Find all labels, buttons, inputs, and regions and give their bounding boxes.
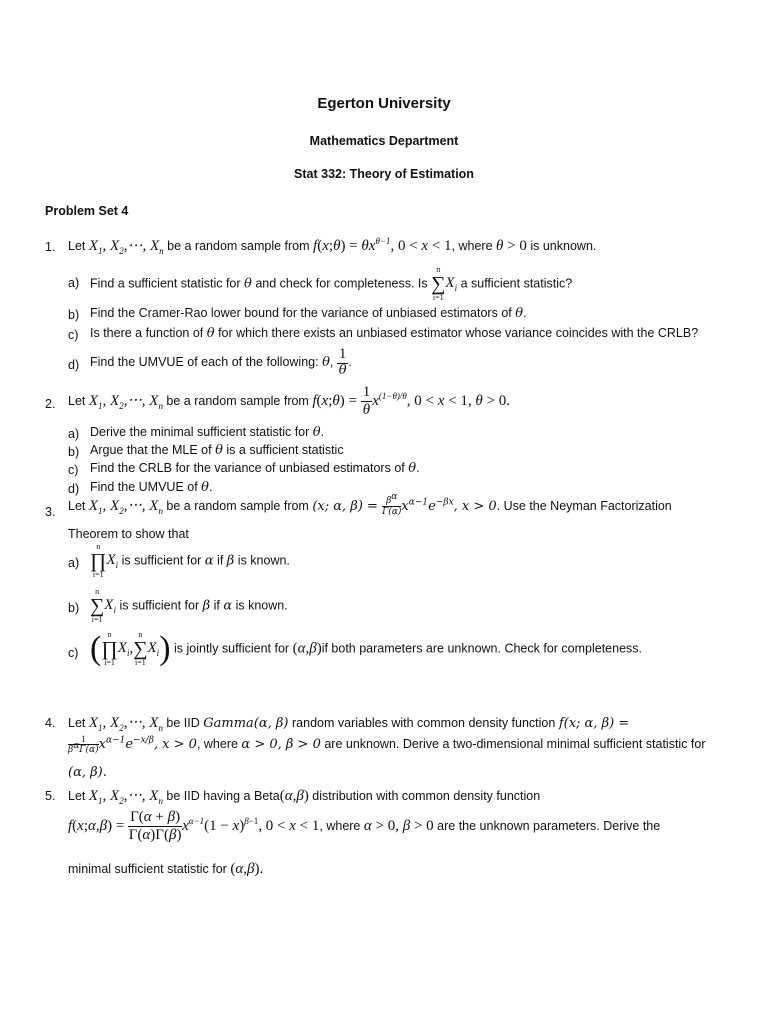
university-title: Egerton University	[317, 95, 451, 112]
problem-2-part-a-label: a)	[68, 427, 80, 441]
problem-2-part-c: Find the CRLB for the variance of unbiased estimators of θ.	[90, 461, 420, 476]
problem-2-part-a: Derive the minimal sufficient statistic for θ.	[90, 425, 325, 440]
problem-2-intro: Let $X_1$, $X_2,\cdot\cdot\cdot$, $X_n$ be a random sample from f(x;θ) = $\frac{1}{\theta}$ $x^{(1-\theta)/\theta}$, 0 < x < 1, θ > 0.	[68, 384, 510, 419]
problem-set-title: Problem Set 4	[45, 204, 129, 218]
problem-3-part-a: n ∏ i=1 $X_i$ is sufficient for α if β is known.	[90, 542, 290, 579]
problem-1-number: 1.	[45, 240, 56, 254]
problem-5-line3: minimal sufficient statistic for (α,β).	[68, 861, 264, 877]
problem-2-number: 2.	[45, 397, 56, 411]
problem-3-part-c-label: c)	[68, 646, 79, 660]
problem-4-intro: Let $X_1$, $X_2,\cdot\cdot\cdot$, $X_n$ be IID Gamma(α, β) random variables with common density function f(x; α, β) =	[68, 715, 630, 733]
problem-1-part-b-label: b)	[68, 308, 80, 322]
problem-3-intro-line2: Theorem to show that	[68, 527, 189, 541]
problem-4-line2: $\frac{1}{\beta^\alpha\Gamma(\alpha)}$ $x^{\alpha-1}e^{-x/\beta}$, x > 0, where α > 0, β > 0 are unknown. Derive a two-dimensional minimal sufficient statistic for	[68, 734, 706, 756]
problem-3-part-a-label: a)	[68, 556, 80, 570]
problem-1-part-c: Is there a function of θ for which there exists an unbiased estimator whose variance coincides with the CRLB?	[90, 326, 699, 341]
problem-3-number: 3.	[45, 505, 56, 519]
problem-3-part-b: n ∑ i=1 $X_i$ is sufficient for β if α is known.	[90, 587, 288, 624]
problem-4-line3: (α, β).	[68, 765, 107, 780]
problem-2-part-c-label: c)	[68, 463, 79, 477]
course-title: Stat 332: Theory of Estimation	[294, 167, 474, 181]
problem-2-part-d: Find the UMVUE of θ.	[90, 480, 213, 495]
problem-5-number: 5.	[45, 789, 56, 803]
problem-1-part-a: Find a sufficient statistic for θ and check for completeness. Is n ∑ i=1 $X_i$ a sufficient statistic?	[90, 265, 573, 302]
problem-1-part-c-label: c)	[68, 328, 79, 342]
problem-1-part-d-label: d)	[68, 358, 80, 372]
problem-2-part-b-label: b)	[68, 445, 80, 459]
problem-2-part-d-label: d)	[68, 482, 80, 496]
department-title: Mathematics Department	[309, 134, 459, 148]
problem-1-part-d: Find the UMVUE of each of the following: θ, $\frac{1}{\theta}$ .	[90, 346, 352, 379]
problem-5-line2: f(x;α,β) = $\frac{\Gamma(\alpha + \beta)}{\Gamma(\alpha)\Gamma(\beta)}$ $x^{\alpha-1}(1 - x)^{\beta-1}$, 0 < x < 1, where α > 0, β > 0 are the unknown parameters. Derive the	[68, 809, 661, 844]
problem-1-part-a-label: a)	[68, 276, 80, 290]
problem-3-intro: Let $X_1$, $X_2,\cdot\cdot\cdot$, $X_n$ be a random sample from (x; α, β) = $\frac{\beta^\alpha}{\Gamma(\alpha)}$ $x^{\alpha-1}e^{-\beta x}$, x > 0. Use the Neyman Factorization	[68, 492, 672, 518]
problem-4-number: 4.	[45, 716, 56, 730]
problem-5-intro: Let $X_1$, $X_2,\cdot\cdot\cdot$, $X_n$ be IID having a Beta(α,β) distribution with common density function	[68, 788, 541, 806]
problem-3-part-c: ( n ∏ i=1 $X_i$, n ∑ i=1 $X_i$) is jointly sufficient for (α,β)if both parameters are unknown. Check for completeness.	[90, 630, 643, 667]
problem-1-intro: Let $X_1$, $X_2,\cdots$, $X_n$ be a random sample from f(x;θ) = $\theta x^{\theta-1}$, 0 < x < 1, where θ > 0 is unknown.	[68, 236, 597, 256]
problem-1-part-b: Find the Cramer-Rao lower bound for the variance of unbiased estimators of θ.	[90, 306, 527, 321]
problem-2-part-b: Argue that the MLE of θ is a sufficient statistic	[90, 443, 344, 458]
problem-3-part-b-label: b)	[68, 601, 80, 615]
